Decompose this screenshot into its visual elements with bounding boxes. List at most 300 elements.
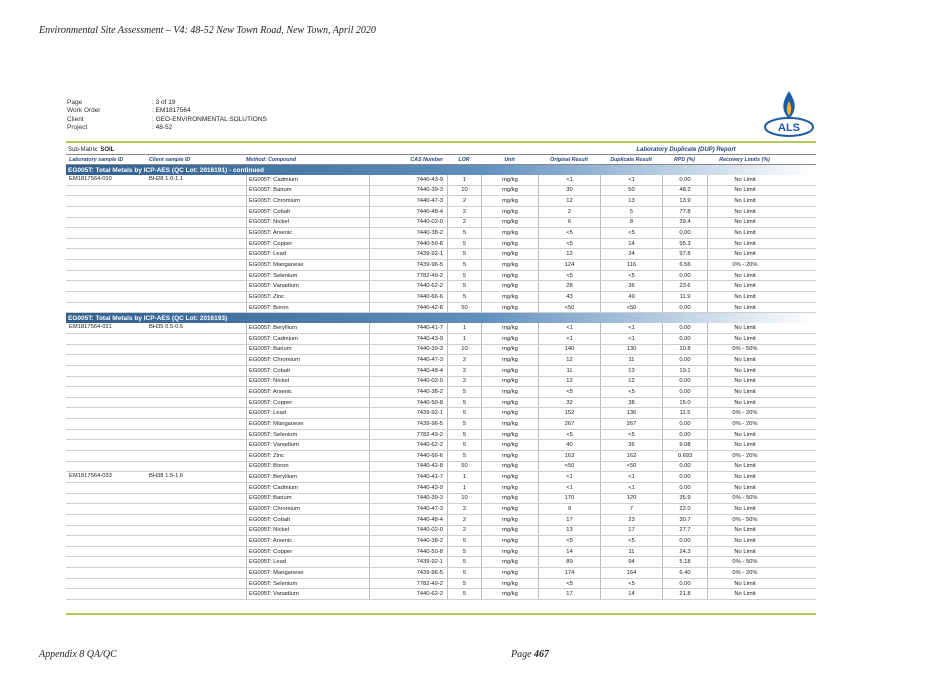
lor: 5 [447,589,481,599]
lab-sample-id [66,408,149,409]
cas-number: 7439-92-1 [369,249,447,259]
table-row [66,281,816,292]
method-compound: EG005T: Cobalt [246,515,369,525]
unit: mg/kg [481,472,538,482]
sub-matrix [66,147,368,153]
duplicate-result: 11 [600,547,662,557]
cas-number: 7439-92-1 [369,408,447,418]
footer-page-number: 467 [534,649,550,660]
table-row [66,472,816,483]
unit: mg/kg [481,557,538,567]
cas-number: 7440-48-4 [369,366,447,376]
original-result: <1 [538,472,600,482]
cas-number: 7440-39-3 [369,186,447,196]
client-sample-id [149,515,246,516]
cas-number: 7439-92-1 [369,557,447,567]
recovery-limits: No Limit [707,271,782,281]
meta-label: Project [67,123,88,131]
table-row [66,462,816,473]
rpd: 9.08 [662,440,707,450]
cas-number: 7440-48-4 [369,515,447,525]
unit: mg/kg [481,536,538,546]
cas-number: 7440-38-2 [369,387,447,397]
rpd: 0.00 [662,271,707,281]
duplicate-result: <5 [600,430,662,440]
lor: 1 [447,323,481,333]
original-result: <50 [538,462,600,472]
duplicate-result: 12 [600,377,662,387]
lab-sample-id [66,515,149,516]
original-result: 170 [538,494,600,504]
table-row [66,345,816,356]
recovery-limits: No Limit [707,218,782,228]
column-header: Unit [504,156,515,163]
lor: 5 [447,398,481,408]
client-sample-id [149,303,246,304]
als-logo [763,89,815,137]
lab-sample-id [66,260,149,261]
client-sample-id [149,345,246,346]
lor: 5 [447,292,481,302]
lab-sample-id [66,249,149,250]
unit: mg/kg [481,462,538,472]
lab-sample-id [66,462,149,463]
recovery-limits: No Limit [707,196,782,206]
cas-number: 7440-48-4 [369,207,447,217]
unit: mg/kg [481,408,538,418]
meta-row [67,116,267,124]
client-sample-id [149,589,246,590]
cas-number: 7440-47-3 [369,504,447,514]
method-compound: EG005T: Arsenic [246,536,369,546]
recovery-limits: No Limit [707,526,782,536]
recovery-limits: No Limit [707,504,782,514]
rpd: 0.00 [662,419,707,429]
original-result: 124 [538,260,600,270]
rpd: 15.0 [662,398,707,408]
duplicate-result: 267 [600,419,662,429]
method-compound: EG005T: Chromium [246,196,369,206]
rpd: 39.4 [662,218,707,228]
original-result: 32 [538,398,600,408]
table-row [66,430,816,441]
rpd: 97.8 [662,249,707,259]
original-result: <5 [538,430,600,440]
rpd: 0.00 [662,536,707,546]
original-result: <5 [538,239,600,249]
method-compound: EG005T: Barium [246,494,369,504]
rpd: 0.00 [662,323,707,333]
original-result: <5 [538,271,600,281]
rpd: 35.9 [662,494,707,504]
recovery-limits: No Limit [707,207,782,217]
client-sample-id [149,504,246,505]
table-row [66,366,816,377]
original-result: 6 [538,218,600,228]
client-sample-id [149,526,246,527]
original-result: 152 [538,408,600,418]
method-compound: EG005T: Selenium [246,271,369,281]
column-header: CAS Number [410,156,443,163]
original-result: 163 [538,451,600,461]
unit: mg/kg [481,186,538,196]
cas-number: 7440-62-2 [369,589,447,599]
table-row [66,323,816,334]
lor: 5 [447,239,481,249]
original-result: 11 [538,366,600,376]
client-sample-id [149,377,246,378]
unit: mg/kg [481,398,538,408]
table-row [66,260,816,271]
lab-sample-id [66,271,149,272]
client-sample-id [149,249,246,250]
client-sample-id [149,260,246,261]
method-compound: EG005T: Copper [246,547,369,557]
client-sample-id [149,430,246,431]
lab-sample-id [66,579,149,580]
client-sample-id [149,387,246,388]
logo-text: ALS [778,122,800,134]
method-compound: EG005T: Vanadium [246,589,369,599]
method-compound: EG005T: Cobalt [246,207,369,217]
method-compound: EG005T: Selenium [246,430,369,440]
method-compound: EG005T: Zinc [246,451,369,461]
method-compound: EG005T: Nickel [246,526,369,536]
lab-sample-id [66,494,149,495]
rpd: 13.9 [662,196,707,206]
table-title-row [66,145,816,154]
table-row [66,547,816,558]
lab-sample-id [66,504,149,505]
meta-label: Client [67,115,84,123]
original-result: 40 [538,440,600,450]
document-header: Environmental Site Assessment – V4: 48-52 New Town Road, New Town, April 2020 [39,25,376,36]
rpd: 0.00 [662,430,707,440]
duplicate-result: 23 [600,515,662,525]
unit: mg/kg [481,281,538,291]
client-sample-id: BH28 1.0-1.1 [149,176,184,182]
method-compound: EG005T: Nickel [246,377,369,387]
lor: 2 [447,504,481,514]
rpd: 11.5 [662,408,707,418]
recovery-limits: No Limit [707,462,782,472]
duplicate-result: 164 [600,568,662,578]
lor: 1 [447,334,481,344]
unit: mg/kg [481,526,538,536]
rpd: 77.8 [662,207,707,217]
recovery-limits: No Limit [707,186,782,196]
duplicate-result: <1 [600,483,662,493]
duplicate-result: <1 [600,334,662,344]
recovery-limits: 0% - 50% [707,345,782,355]
recovery-limits: No Limit [707,175,782,185]
client-sample-id [149,451,246,452]
method-compound: EG005T: Lead [246,249,369,259]
unit: mg/kg [481,196,538,206]
duplicate-result: <5 [600,387,662,397]
original-result: 43 [538,292,600,302]
recovery-limits: No Limit [707,366,782,376]
unit: mg/kg [481,207,538,217]
lor: 5 [447,419,481,429]
unit: mg/kg [481,175,538,185]
method-compound: EG005T: Vanadium [246,281,369,291]
lor: 5 [447,271,481,281]
lab-sample-id [66,196,149,197]
recovery-limits: No Limit [707,579,782,589]
method-compound: EG005T: Cobalt [246,366,369,376]
unit: mg/kg [481,323,538,333]
lor: 5 [447,579,481,589]
original-result: <50 [538,303,600,313]
table-row [66,303,816,314]
lor: 2 [447,355,481,365]
lab-sample-id [66,589,149,590]
method-compound: EG005T: Chromium [246,504,369,514]
recovery-limits: No Limit [707,387,782,397]
footer-divider [66,613,816,615]
lab-sample-id [66,218,149,219]
client-sample-id [149,579,246,580]
client-sample-id [149,462,246,463]
method-compound: EG005T: Manganese [246,419,369,429]
duplicate-result: 49 [600,292,662,302]
client-sample-id [149,547,246,548]
client-sample-id [149,271,246,272]
table-row [66,419,816,430]
cas-number: 7440-38-2 [369,228,447,238]
client-sample-id [149,419,246,420]
report-meta [67,99,267,132]
lor: 5 [447,260,481,270]
duplicate-result: <1 [600,472,662,482]
table-row [66,504,816,515]
lab-sample-id [66,186,149,187]
client-sample-id [149,239,246,240]
method-compound: EG005T: Beryllium [246,472,369,482]
lab-sample-id [66,292,149,293]
lor: 2 [447,366,481,376]
cas-number: 7782-49-2 [369,579,447,589]
recovery-limits: No Limit [707,430,782,440]
lab-sample-id [66,536,149,537]
footer-appendix: Appendix 8 QA/QC [39,649,117,660]
unit: mg/kg [481,483,538,493]
recovery-limits: 0% - 50% [707,494,782,504]
unit: mg/kg [481,494,538,504]
method-compound: EG005T: Arsenic [246,387,369,397]
unit: mg/kg [481,271,538,281]
recovery-limits: 0% - 20% [707,260,782,270]
table-row [66,218,816,229]
table-row [66,536,816,547]
lab-sample-id [66,483,149,484]
lor: 5 [447,547,481,557]
unit: mg/kg [481,440,538,450]
original-result: 17 [538,589,600,599]
duplicate-result: 116 [600,260,662,270]
duplicate-result: 38 [600,398,662,408]
footer-page-label: Page [511,649,532,660]
meta-value: : EM1817564 [152,107,191,115]
duplicate-result: <50 [600,303,662,313]
rpd: 0.00 [662,355,707,365]
table-row [66,589,816,600]
original-result: 28 [538,281,600,291]
rpd: 0.00 [662,462,707,472]
method-compound: EG005T: Manganese [246,568,369,578]
unit: mg/kg [481,589,538,599]
method-compound: EG005T: Vanadium [246,440,369,450]
rpd: 0.00 [662,377,707,387]
footer-page [511,649,549,660]
cas-number: 7440-41-7 [369,472,447,482]
method-compound: EG005T: Copper [246,398,369,408]
table-row [66,186,816,197]
lab-sample-id [66,239,149,240]
lor: 5 [447,281,481,291]
lab-sample-id [66,526,149,527]
sub-matrix-label: Sub-Matrix: [68,146,99,153]
report-title: Laboratory Duplicate (DUP) Report [636,146,736,153]
rpd: 6.56 [662,260,707,270]
original-result: 12 [538,249,600,259]
cas-number: 7440-42-8 [369,303,447,313]
sub-matrix-value: SOIL [100,146,115,153]
recovery-limits: No Limit [707,303,782,313]
meta-value: : GEO-ENVIRONMENTAL SOLUTIONS [152,115,267,123]
column-header: Method: Compound [246,156,297,163]
duplicate-result: 34 [600,249,662,259]
column-header: Laboratory sample ID [69,156,124,163]
table-row [66,239,816,250]
meta-value: : 3 of 19 [152,99,176,106]
unit: mg/kg [481,366,538,376]
recovery-limits: No Limit [707,440,782,450]
cas-number: 7440-02-0 [369,218,447,228]
table-row [66,579,816,590]
unit: mg/kg [481,249,538,259]
rpd: 0.00 [662,334,707,344]
lab-sample-id [66,281,149,282]
original-result: <1 [538,334,600,344]
lab-sample-id [66,398,149,399]
lor: 5 [447,387,481,397]
method-compound: EG005T: Cadmium [246,334,369,344]
unit: mg/kg [481,387,538,397]
meta-label: Page [67,99,83,106]
client-sample-id [149,292,246,293]
recovery-limits: No Limit [707,377,782,387]
lor: 2 [447,515,481,525]
duplicate-result: <5 [600,579,662,589]
original-result: 174 [538,568,600,578]
client-sample-id [149,536,246,537]
table-row [66,483,816,494]
table-row [66,249,816,260]
rpd: 24.3 [662,547,707,557]
table-row [66,271,816,282]
lor: 1 [447,175,481,185]
lor: 2 [447,196,481,206]
client-sample-id [149,207,246,208]
table-row [66,175,816,186]
original-result: 2 [538,207,600,217]
method-compound: EG005T: Boron [246,462,369,472]
duplicate-result: 14 [600,239,662,249]
recovery-limits: No Limit [707,334,782,344]
duplicate-result: 14 [600,589,662,599]
duplicate-result: 8 [600,218,662,228]
header-divider [66,141,816,143]
method-compound: EG005T: Arsenic [246,228,369,238]
meta-value: : 48-52 [152,123,173,131]
client-sample-id [149,398,246,399]
lor: 50 [447,462,481,472]
duplicate-result: 36 [600,440,662,450]
rpd: 6.40 [662,568,707,578]
unit: mg/kg [481,334,538,344]
lor: 10 [447,186,481,196]
recovery-limits: No Limit [707,292,782,302]
lab-sample-id [66,334,149,335]
lor: 5 [447,249,481,259]
cas-number: 7440-38-2 [369,536,447,546]
unit: mg/kg [481,504,538,514]
recovery-limits: No Limit [707,472,782,482]
cas-number: 7440-50-8 [369,398,447,408]
client-sample-id [149,366,246,367]
rpd: 11.9 [662,292,707,302]
client-sample-id [149,568,246,569]
client-sample-id [149,218,246,219]
cas-number: 7440-50-8 [369,547,447,557]
table-row [66,515,816,526]
unit: mg/kg [481,451,538,461]
original-result: <1 [538,175,600,185]
meta-row [67,99,267,107]
method-compound: EG005T: Copper [246,239,369,249]
recovery-limits: No Limit [707,323,782,333]
column-header: Duplicate Result [610,156,652,163]
recovery-limits: No Limit [707,483,782,493]
duplicate-result: 7 [600,504,662,514]
table-row [66,207,816,218]
rpd: 95.3 [662,239,707,249]
lor: 5 [447,568,481,578]
method-compound: EG005T: Zinc [246,292,369,302]
table-row [66,451,816,462]
unit: mg/kg [481,419,538,429]
lor: 2 [447,377,481,387]
lor: 2 [447,207,481,217]
recovery-limits: 0% - 50% [707,557,782,567]
method-compound: EG005T: Cadmium [246,483,369,493]
rpd: 5.18 [662,557,707,567]
table-row [66,440,816,451]
original-result: 267 [538,419,600,429]
rpd: 23.6 [662,281,707,291]
unit: mg/kg [481,568,538,578]
lor: 5 [447,440,481,450]
duplicate-result: 130 [600,345,662,355]
original-result: <1 [538,483,600,493]
rpd: 19.1 [662,366,707,376]
table-row [66,334,816,345]
lab-sample-id: EM1817564-033 [69,473,112,480]
duplicate-result: 11 [600,355,662,365]
lab-sample-id: EM1817564-010 [69,176,112,182]
